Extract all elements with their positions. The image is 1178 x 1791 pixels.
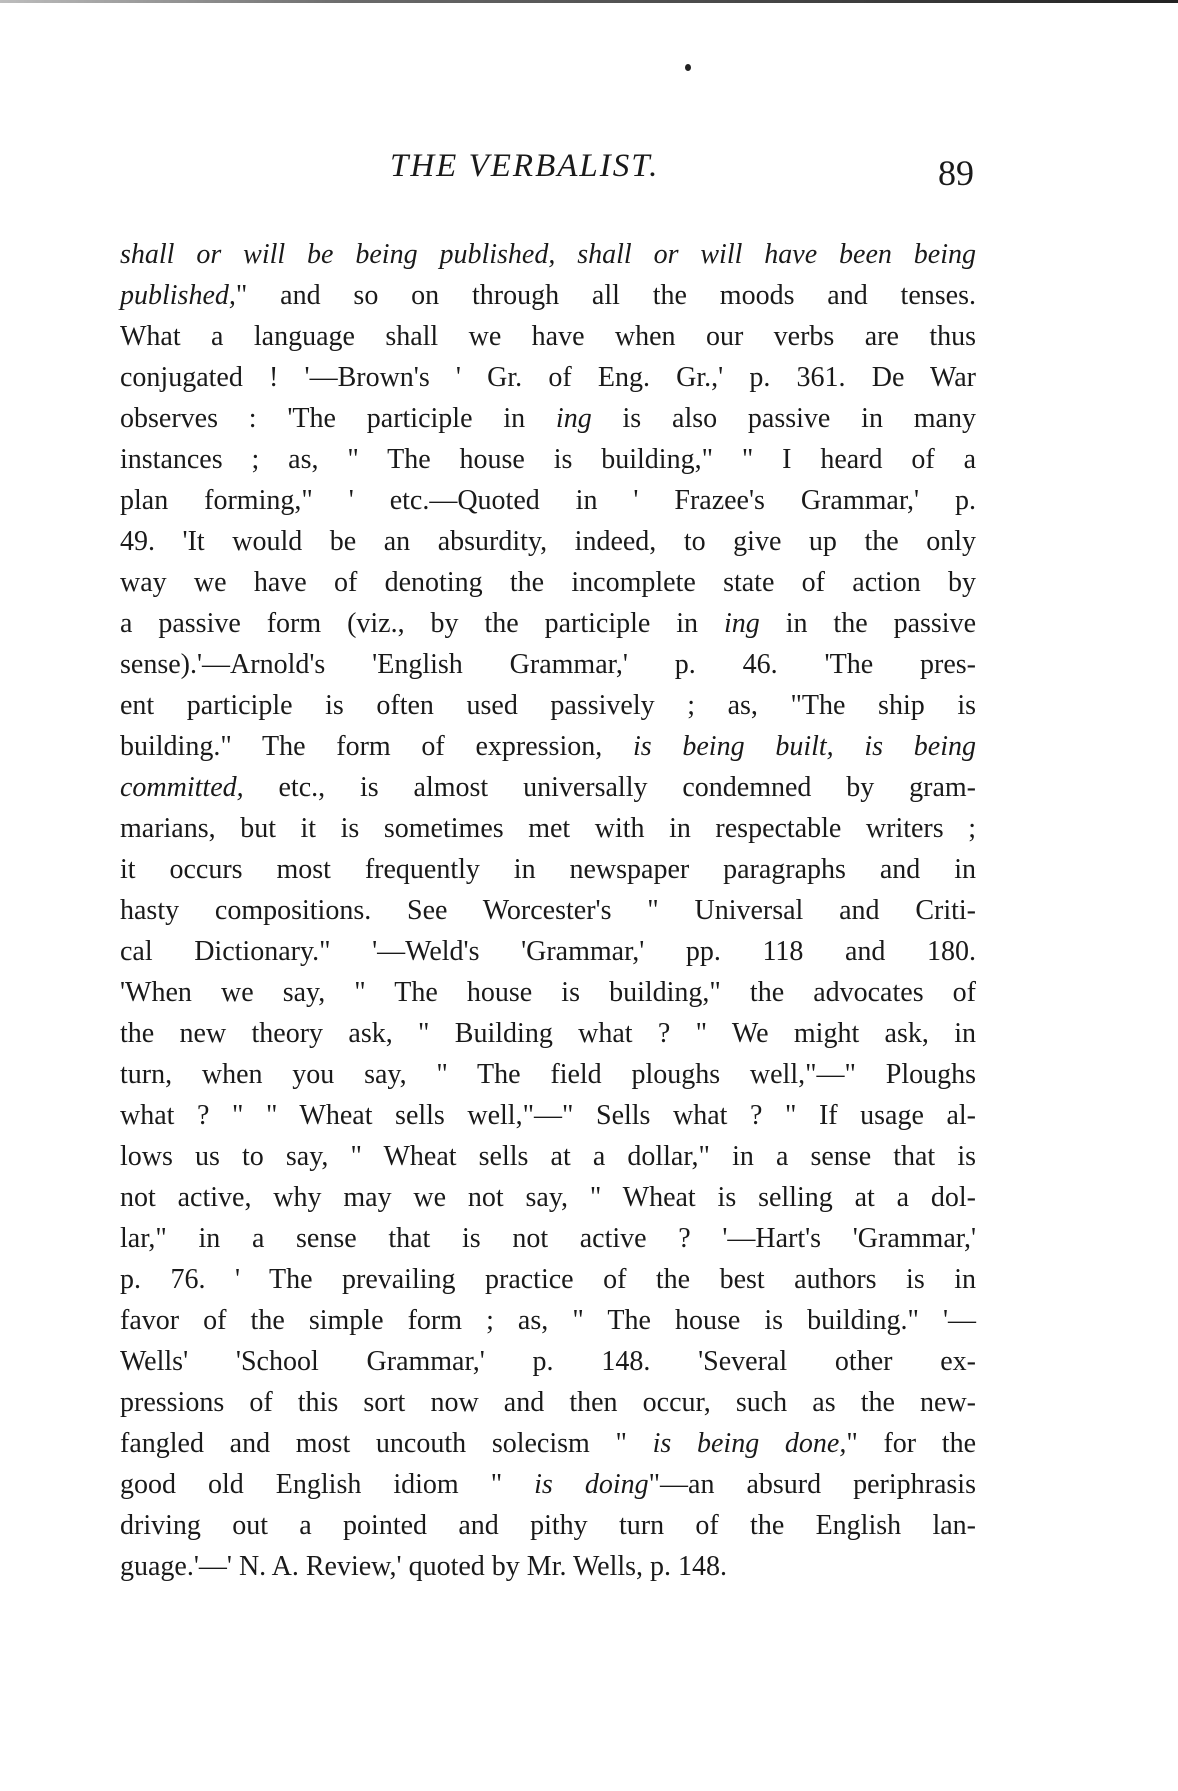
text-segment: pressions of this sort now and then occur, such as the new- [120,1387,976,1418]
text-line [120,1505,976,1546]
text-segment: 49. 'It would be an absurdity, indeed, to give up the only [120,526,976,557]
text-segment: cal Dictionary." '—Weld's 'Grammar,' pp. 118 and 180. [120,936,976,967]
italic-segment: ing [724,608,760,639]
text-line [120,931,976,972]
text-segment: sense).'—Arnold's 'English Grammar,' p. 46. 'The pres- [120,649,976,680]
text-line [120,357,976,398]
text-segment: ent participle is often used passively ; as, "The ship is [120,690,976,721]
text-line [120,890,976,931]
text-segment: plan forming," ' etc.—Quoted in ' Frazee's Grammar,' p. [120,485,976,516]
text-line [120,1177,976,1218]
text-segment: 'When we say, " The house is building," the advocates of [120,977,976,1008]
text-line [120,849,976,890]
text-line [120,398,976,439]
text-segment: p. 76. ' The prevailing practice of the best authors is in [120,1264,976,1295]
body-text [120,234,976,1587]
text-line [120,1218,976,1259]
text-line [120,521,976,562]
text-segment: observes : 'The participle in [120,403,556,434]
text-line [120,808,976,849]
text-line [120,316,976,357]
text-segment: lar," in a sense that is not active ? '—Hart's 'Grammar,' [120,1223,976,1254]
text-line [120,1013,976,1054]
text-line [120,1136,976,1177]
page-number: 89 [938,153,974,193]
text-segment: conjugated ! '—Brown's ' Gr. of Eng. Gr.,' p. 361. De War [120,362,976,393]
text-segment: "—an absurd periphrasis [648,1469,976,1500]
text-segment: instances ; as, " The house is building," " I heard of a [120,444,976,475]
italic-segment: published, [120,280,236,311]
text-segment: good old English idiom " [120,1469,535,1500]
top-edge-rule [0,0,1178,3]
text-segment: " for the [846,1428,976,1459]
text-segment: etc., is almost universally condemned by gram- [243,772,976,803]
text-segment: it occurs most frequently in newspaper paragraphs and in [120,854,976,885]
text-segment: in the passive [759,608,976,639]
text-line [120,1300,976,1341]
text-line [120,767,976,808]
text-line [120,603,976,644]
text-segment: marians, but it is sometimes met with in respectable writers ; [120,813,976,844]
text-line [120,234,976,275]
text-line [120,275,976,316]
page-header [0,148,1178,198]
text-segment: the new theory ask, " Building what ? " We might ask, in [120,1018,976,1049]
italic-segment: is doing [534,1469,649,1500]
text-line [120,685,976,726]
text-segment: " and so on through all the moods and tenses. [235,280,976,311]
italic-segment: is being done, [652,1428,847,1459]
text-line [120,1054,976,1095]
text-line [120,1546,976,1587]
running-title: THE VERBALIST. [390,148,660,184]
text-segment: a passive form (viz., by the participle in [120,608,724,639]
text-segment: building." The form of expression, [120,731,633,762]
text-segment: driving out a pointed and pithy turn of the English lan- [120,1510,976,1541]
italic-segment: committed, [120,772,244,803]
text-segment: what ? " " Wheat sells well,"—" Sells what ? " If usage al- [120,1100,976,1131]
text-line [120,1095,976,1136]
text-segment: way we have of denoting the incomplete state of action by [120,567,976,598]
text-segment: Wells' 'School Grammar,' p. 148. 'Several other ex- [120,1346,976,1377]
text-segment: not active, why may we not say, " Wheat is selling at a dol- [120,1182,976,1213]
text-segment: favor of the simple form ; as, " The house is building." '— [120,1305,976,1336]
text-line [120,439,976,480]
text-line [120,1423,976,1464]
italic-segment: shall or will be being published, shall or will have been being [120,239,976,270]
text-line [120,644,976,685]
text-segment: lows us to say, " Wheat sells at a dollar," in a sense that is [120,1141,976,1172]
italic-segment: is being built, is being [632,731,977,762]
text-line [120,1464,976,1505]
italic-segment: ing [555,403,592,434]
text-line [120,726,976,767]
text-segment: What a language shall we have when our verbs are thus [120,321,976,352]
text-segment: is also passive in many [591,403,976,434]
text-line [120,1259,976,1300]
text-segment: turn, when you say, " The field ploughs well,"—" Ploughs [120,1059,976,1090]
text-line [120,1341,976,1382]
text-line [120,1382,976,1423]
text-segment: fangled and most uncouth solecism " [120,1428,653,1459]
text-segment: hasty compositions. See Worcester's " Universal and Criti- [120,895,976,926]
text-segment: guage.'—' N. A. Review,' quoted by Mr. Wells, p. 148. [120,1551,728,1582]
ink-dot [685,64,691,71]
text-line [120,562,976,603]
text-line [120,972,976,1013]
text-line [120,480,976,521]
